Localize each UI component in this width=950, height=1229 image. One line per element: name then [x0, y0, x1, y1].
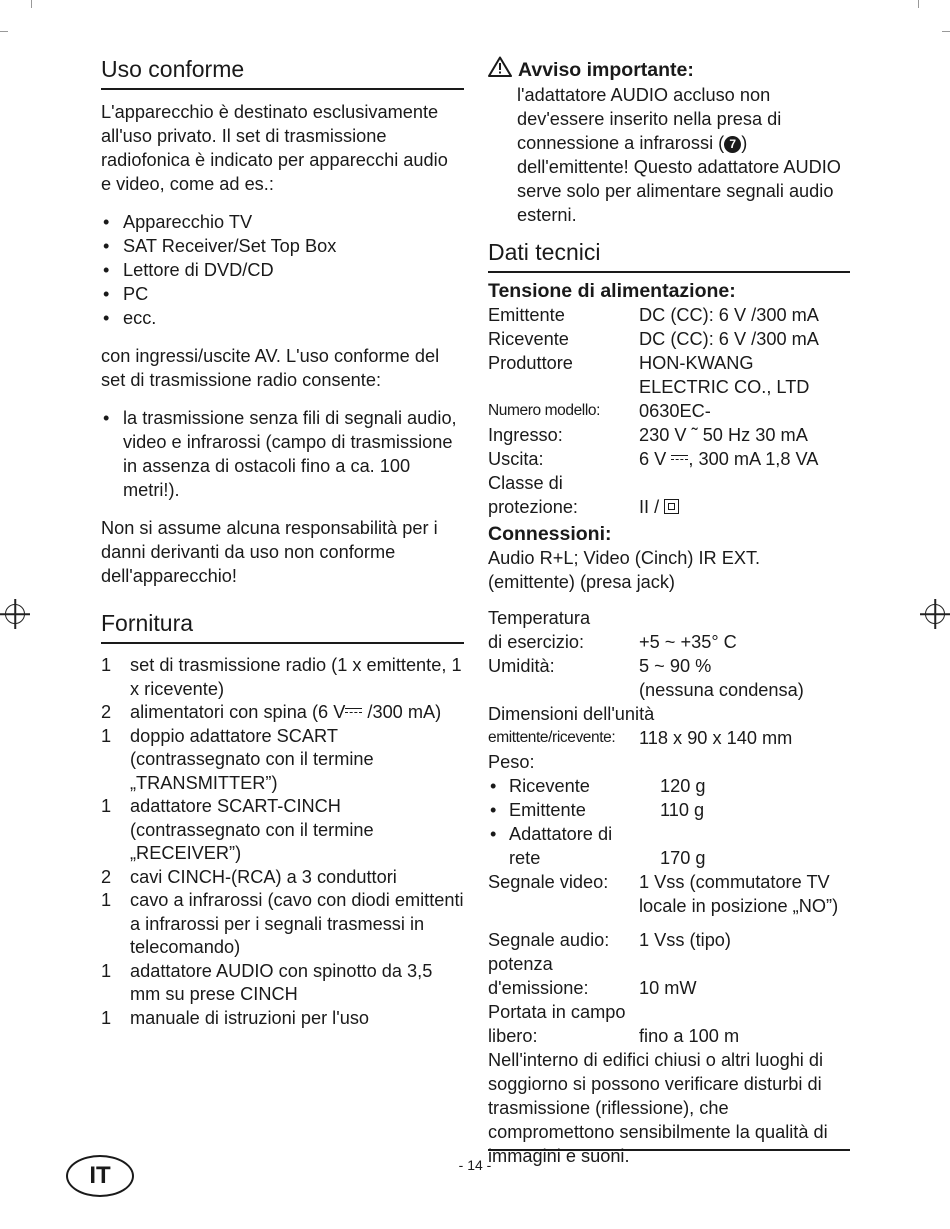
spec-row: Segnale video: 1 Vss (commutatore TV	[488, 872, 830, 892]
section-title-uso-conforme: Uso conforme	[101, 56, 464, 90]
spec-row: (nessuna condensa)	[639, 680, 804, 700]
left-column	[101, 56, 464, 1030]
warning-heading	[488, 56, 850, 83]
page-number: - 14 -	[458, 1157, 492, 1173]
supply-text: adattatore AUDIO con spinotto da 3,5 mm su prese CINCH	[130, 960, 433, 1004]
spec-row: d'emissione: 10 mW	[488, 978, 697, 998]
spec-row: Ricevente DC (CC): 6 V /300 mA	[488, 329, 819, 349]
supply-qty: 1	[101, 725, 112, 746]
spec-row: di esercizio: +5 ~ +35° C	[488, 632, 737, 652]
spec-row: • Adattatore di	[488, 822, 850, 846]
spec-row: rete 170 g	[509, 848, 706, 868]
supply-list	[101, 654, 464, 1030]
crop-mark	[942, 31, 950, 32]
dc-symbol-icon	[345, 708, 362, 716]
supply-qty: 1	[101, 1007, 112, 1028]
list-item: • SAT Receiver/Set Top Box	[101, 234, 464, 258]
crop-mark	[918, 0, 919, 8]
supply-text: adattatore SCART-CINCH (contrassegnato con il termine „RECEIVER”)	[130, 796, 374, 863]
supply-item	[101, 654, 464, 701]
list-item: • la trasmissione senza fili di segnali audio, video e infrarossi (campo di trasmissione in assenza di ostacoli fino a ca. 100 metri!).	[101, 406, 464, 502]
supply-text: manuale di istruzioni per l'uso	[130, 1007, 370, 1028]
supply-qty: 1	[101, 960, 112, 981]
spec-row: Segnale audio: 1 Vss (tipo)	[488, 930, 731, 950]
list-item: • PC	[101, 282, 464, 306]
supply-text: cavo a infrarossi (cavo con diodi emittenti a infrarossi per i segnali trasmessi in telecomando)	[130, 890, 464, 957]
spec-row: libero: fino a 100 m	[488, 1026, 740, 1046]
spec-row: protezione: II /	[488, 495, 850, 519]
supply-text: set di trasmissione radio (1 x emittente, 1 x ricevente)	[130, 655, 462, 699]
spec-row: Produttore HON-KWANG	[488, 353, 754, 373]
list-item: • ecc.	[101, 306, 464, 330]
interference-note: Nell'interno di edifici chiusi o altri luoghi di soggiorno si possono verificare disturbi di trasmissione (riflessione), che compromettono sensibilmente la qualità di immagini e suoni.	[488, 1050, 828, 1166]
uso-intro: L'apparecchio è destinato esclusivamente all'uso privato. Il set di trasmissione radiofonica è indicato per apparecchi audio	[101, 102, 448, 170]
supply-item	[101, 795, 464, 866]
examples-list	[101, 210, 464, 330]
supply-qty: 2	[101, 702, 112, 722]
supply-item	[101, 701, 464, 725]
spec-row: emittente/ricevente: 118 x 90 x 140 mm	[488, 728, 793, 748]
spec-row: Portata in campo	[488, 1002, 626, 1022]
warning-text: l'adattatore AUDIO accluso non dev'essere inserito nella presa di connessione a infrarossi ( 7 ) dell'emittente! Questo adattatore AUDIO serve solo per alimentare segnali audio esterni.	[517, 85, 841, 225]
spec-row: Dimensioni dell'unità	[488, 704, 655, 724]
connessioni-text: Audio R+L; Video (Cinch) IR EXT. (emittente) (presa jack)	[488, 548, 761, 592]
spec-row: Temperatura	[488, 608, 591, 628]
spec-row: Emittente DC (CC): 6 V /300 mA	[488, 305, 819, 325]
supply-text: cavi CINCH-(RCA) a 3 conduttori	[130, 866, 397, 887]
supply-qty: 2	[101, 866, 112, 887]
subheading-connessioni: Connessioni:	[488, 523, 612, 545]
spec-row: potenza	[488, 954, 553, 974]
section-title-dati-tecnici: Dati tecnici	[488, 239, 850, 273]
supply-qty: 1	[101, 890, 112, 910]
bottom-divider	[488, 1149, 850, 1151]
list-item: • Apparecchio TV	[101, 210, 464, 234]
connector-number-badge: 7	[724, 136, 741, 153]
supply-text: doppio adattatore SCART (contrassegnato con il termine „TRANSMITTER”)	[130, 725, 374, 793]
spec-row: Uscita: 6 V , 300 mA 1,8 VA	[488, 449, 819, 469]
uso-intro-2: e video, come ad es.:	[101, 174, 274, 194]
supply-qty: 1	[101, 655, 112, 675]
supply-item	[101, 889, 464, 960]
supply-item	[101, 866, 464, 890]
spec-row: • Ricevente 120 g	[488, 774, 850, 798]
registration-mark-right	[925, 604, 945, 624]
warning-triangle-icon	[488, 56, 512, 83]
spec-row: Numero modello: 0630EC-	[488, 401, 711, 421]
language-badge: IT	[66, 1155, 134, 1197]
supply-item	[101, 960, 464, 1007]
spec-row: Classe di	[488, 473, 563, 493]
spec-row: Ingresso: 230 V ˜ 50 Hz 30 mA	[488, 425, 808, 445]
dc-symbol-icon	[671, 455, 688, 463]
spec-table	[488, 606, 850, 1048]
allows-list	[101, 406, 464, 502]
spec-table	[488, 303, 850, 519]
uso-av-text: con ingressi/uscite AV. L'uso conforme del set di trasmissione radio consente:	[101, 346, 440, 390]
crop-mark	[31, 0, 32, 8]
crop-mark	[0, 31, 8, 32]
spec-row: locale in posizione „NO”)	[639, 896, 839, 916]
warning-title: Avviso importante:	[518, 58, 694, 81]
supply-text: alimentatori con spina (6 V /300 mA)	[130, 702, 442, 722]
supply-qty: 1	[101, 796, 112, 816]
list-item: • Lettore di DVD/CD	[101, 258, 464, 282]
right-column	[488, 56, 850, 1168]
section-title-fornitura: Fornitura	[101, 610, 464, 644]
subheading-tensione: Tensione di alimentazione:	[488, 280, 736, 302]
spec-row: Peso:	[488, 752, 535, 772]
registration-mark-left	[5, 604, 25, 624]
double-insulation-icon	[664, 499, 679, 514]
spec-row: Umidità: 5 ~ 90 %	[488, 656, 712, 676]
supply-item	[101, 1007, 464, 1031]
supply-item	[101, 725, 464, 796]
spec-row: ELECTRIC CO., LTD	[639, 377, 810, 397]
spec-row: • Emittente 110 g	[488, 798, 850, 822]
uso-disclaimer: Non si assume alcuna responsabilità per i danni derivanti da uso non conforme dell'apparecchio!	[101, 518, 438, 586]
